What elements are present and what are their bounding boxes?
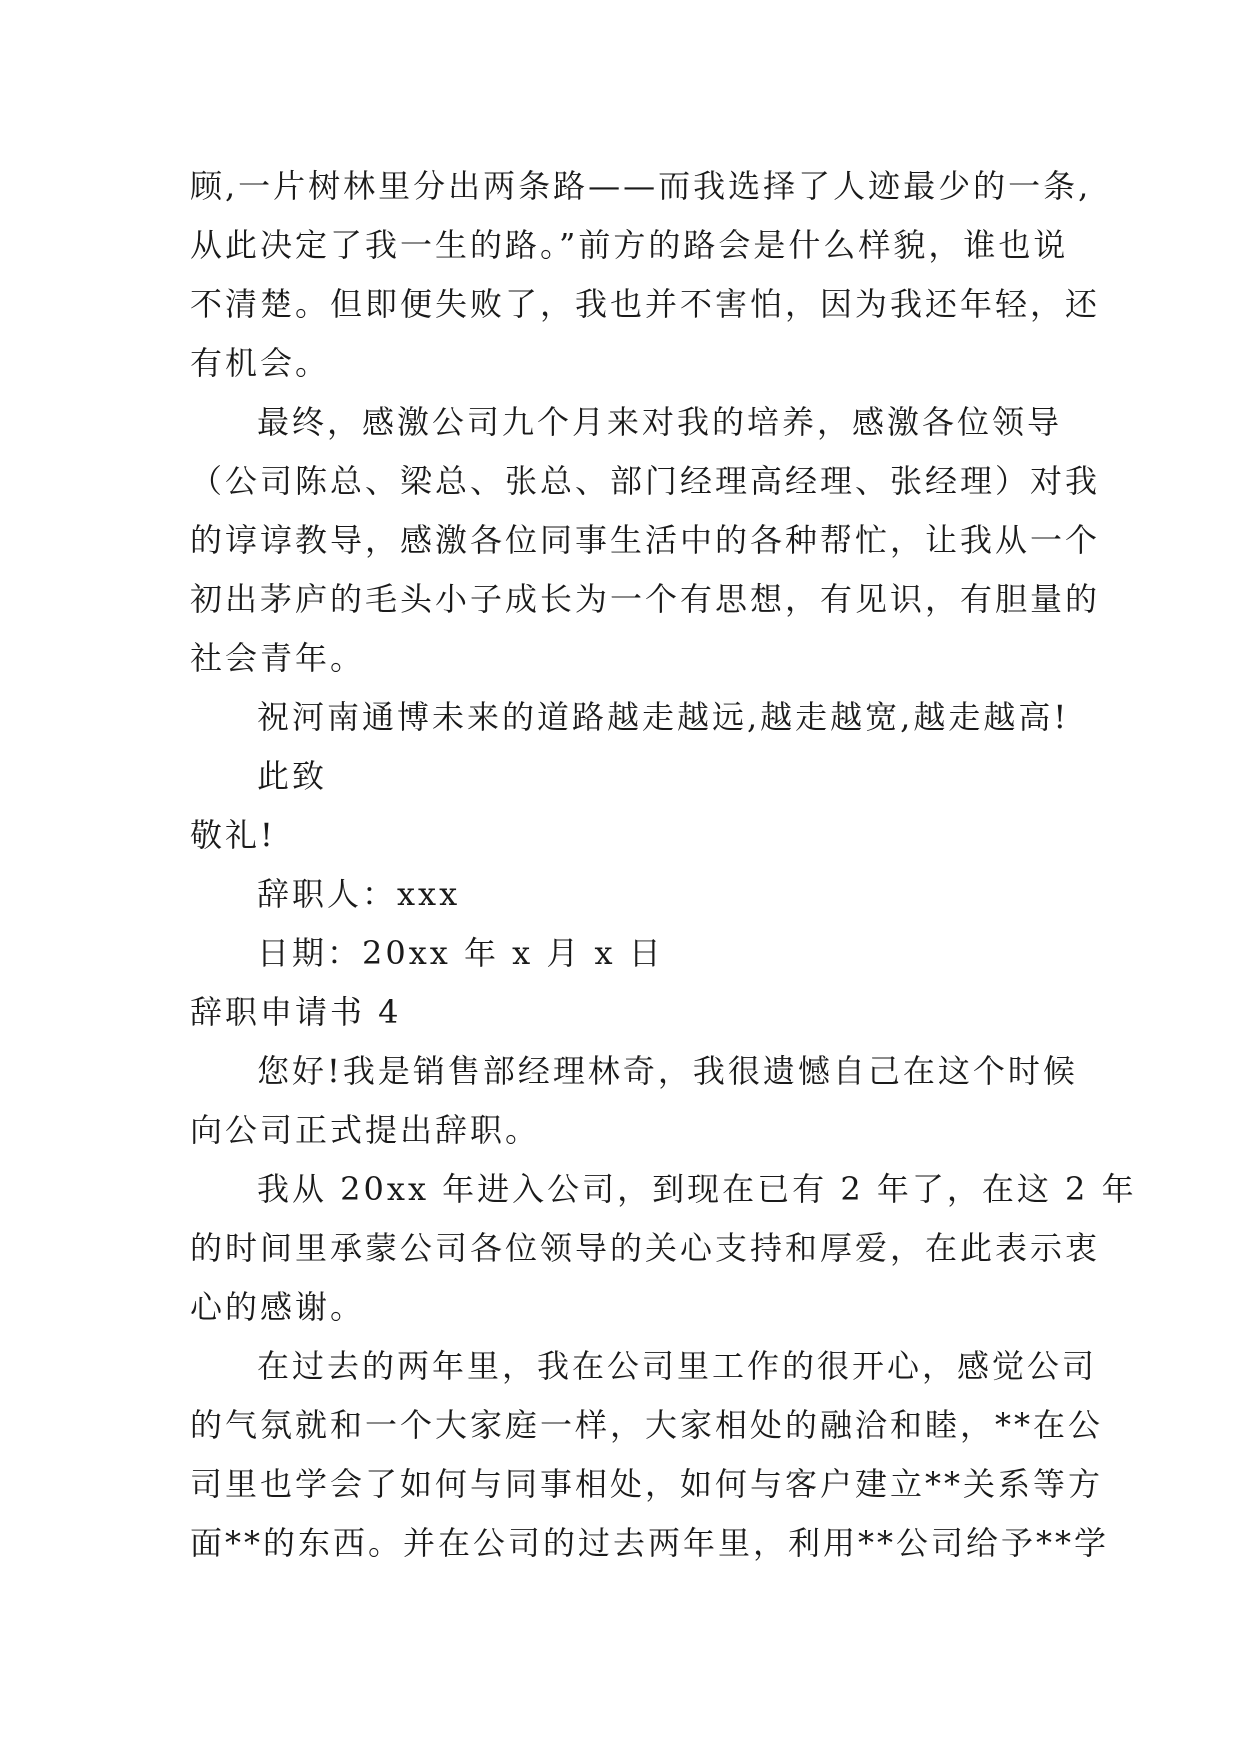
text-line: （公司陈总、梁总、张总、部门经理高经理、张经理）对我: [190, 462, 1101, 500]
paragraph-start-line: 我从 20xx 年进入公司，到现在已有 2 年了，在这 2 年: [257, 1170, 1137, 1208]
paragraph-start-line: 在过去的两年里，我在公司里工作的很开心，感觉公司: [257, 1347, 1098, 1385]
closing-salutation: 此致: [257, 757, 328, 795]
text-line: 心的感谢。: [190, 1288, 366, 1326]
text-line: 向公司正式提出辞职。: [190, 1111, 541, 1149]
text-line: 有机会。: [190, 344, 331, 382]
date-line: 日期：20xx 年 x 月 x 日: [257, 934, 664, 972]
signature-line: 辞职人：xxx: [257, 875, 461, 913]
text-line: 初出茅庐的毛头小子成长为一个有思想，有见识，有胆量的: [190, 580, 1101, 618]
text-line: 司里也学会了如何与同事相处，如何与客户建立**关系等方: [190, 1465, 1104, 1503]
text-line: 从此决定了我一生的路。”前方的路会是什么样貌，谁也说: [190, 226, 1069, 264]
paragraph-start-line: 最终，感激公司九个月来对我的培养，感激各位领导: [257, 403, 1063, 441]
text-line: 社会青年。: [190, 639, 366, 677]
text-line: 顾,一片树林里分出两条路——而我选择了人迹最少的一条,: [190, 167, 1092, 205]
text-line: 面**的东西。并在公司的过去两年里，利用**公司给予**学: [190, 1524, 1110, 1562]
section-heading: 辞职申请书 4: [190, 993, 402, 1031]
blessing-line: 祝河南通博未来的道路越走越远,越走越宽,越走越高!: [257, 698, 1070, 736]
text-line: 不清楚。但即便失败了，我也并不害怕，因为我还年轻，还: [190, 285, 1101, 323]
paragraph-start-line: 您好!我是销售部经理林奇，我很遗憾自己在这个时候: [257, 1052, 1078, 1090]
text-line: 的谆谆教导，感激各位同事生活中的各种帮忙，让我从一个: [190, 521, 1101, 559]
text-line: 的气氛就和一个大家庭一样，大家相处的融洽和睦，**在公: [190, 1406, 1104, 1444]
closing-respect: 敬礼!: [190, 816, 276, 854]
text-line: 的时间里承蒙公司各位领导的关心支持和厚爱，在此表示衷: [190, 1229, 1101, 1267]
